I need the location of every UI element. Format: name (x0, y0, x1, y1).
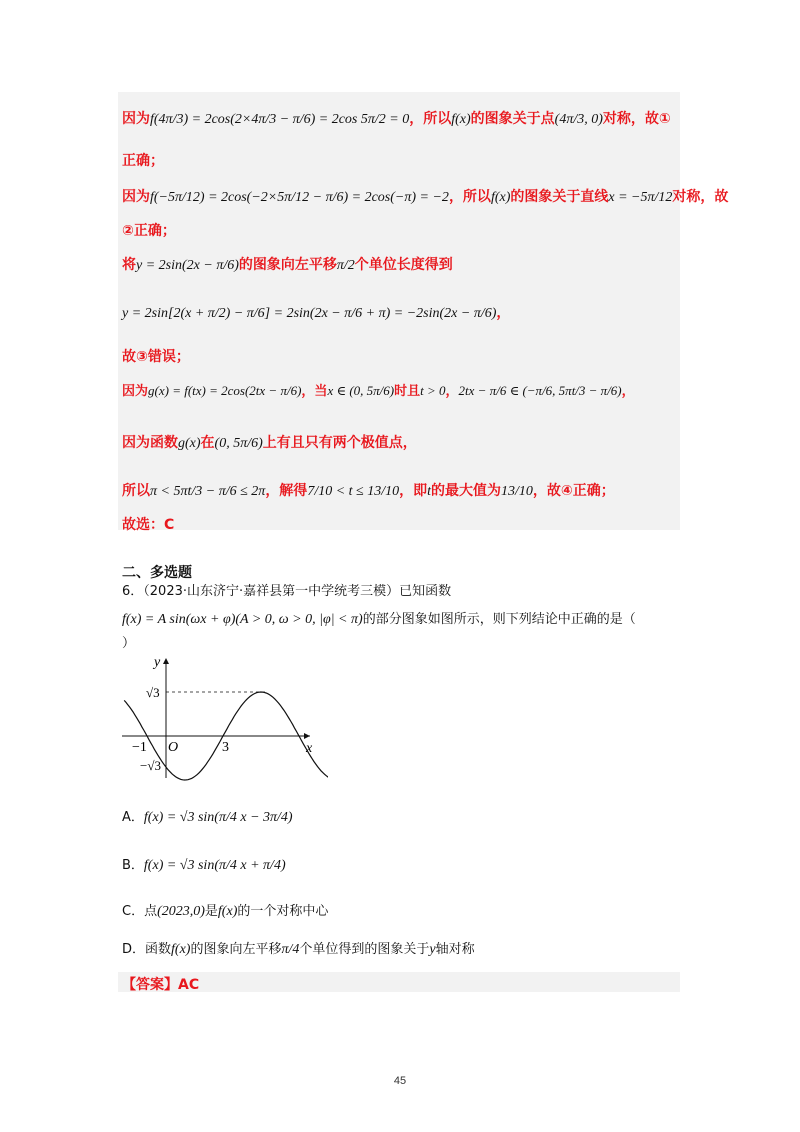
solution-line-11: 故选：C (122, 517, 175, 533)
math-expression: f(x) = A sin(ωx + φ)(A > 0, ω > 0, |φ| < π) (122, 612, 363, 627)
x-axis-arrow (304, 733, 310, 739)
option-b (122, 854, 286, 874)
text: 因为函数 (122, 435, 178, 451)
question-stem: 6．（2023·山东济宁·嘉祥县第一中学统考三模）已知函数 (122, 584, 452, 599)
text: 个单位长度得到 (354, 257, 453, 273)
text: 是 (204, 904, 218, 919)
option-label: A． (122, 810, 144, 825)
solution-line-4: ②正确； (122, 223, 176, 239)
text: 将 (122, 257, 136, 273)
math-expression: f(−5π/12) = 2cos(−2×5π/12 − π/6) = 2cos(−π) = −2 (150, 190, 449, 205)
math-expression: y = 2sin(2x − π/6) (136, 258, 239, 273)
math-expression: π < 5πt/3 − π/6 ≤ 2π (150, 484, 266, 499)
math-expression: π/2 (336, 258, 355, 273)
text: 的图象关于直线 (510, 189, 609, 205)
text: ，故④正确； (532, 483, 615, 499)
answer-text: 【答案】AC (122, 977, 200, 993)
option-label: C．点 (122, 904, 158, 919)
text: 上有且只有两个极值点， (262, 435, 417, 451)
x-axis-label: x (306, 741, 313, 756)
text: ，所以 (409, 111, 452, 127)
math-expression: (4π/3, 0) (554, 112, 603, 127)
text: ，所以 (448, 189, 491, 205)
text: ，当 (301, 384, 328, 399)
text: 的图象关于点 (470, 111, 555, 127)
solution-line-5 (122, 254, 453, 274)
math-expression: t > 0 (420, 383, 446, 398)
math-expression: f(x) (490, 190, 511, 205)
text: 的一个对称中心 (237, 904, 329, 919)
text: 因为 (122, 111, 150, 127)
text: 的图象向左平移 (238, 257, 337, 273)
math-expression: x ∈ (0, 5π/6) (327, 383, 395, 398)
tick-label-sqrt3: √3 (146, 685, 160, 700)
math-expression: f(x) = √3 sin(π/4 x − 3π/4) (143, 810, 293, 825)
math-expression: 13/10 (501, 484, 533, 499)
math-expression: t (427, 484, 432, 499)
math-expression: f(4π/3) = 2cos(2×4π/3 − π/6) = 2cos 5π/2 = 0 (150, 112, 410, 127)
math-expression: (2023,0) (157, 904, 205, 919)
math-expression: f(x) = √3 sin(π/4 x + π/4) (143, 858, 286, 873)
solution-line-8 (122, 380, 635, 399)
solution-line-1 (122, 108, 671, 128)
option-label: D．函数 (122, 942, 172, 957)
text: 对称，故 (672, 189, 729, 205)
solution-line-3 (122, 186, 728, 206)
text: ，即 (399, 483, 428, 499)
text: 在 (200, 435, 215, 451)
text: 因为 (122, 384, 149, 399)
text: 对称，故① (602, 111, 671, 127)
math-expression: π/4 (281, 942, 300, 957)
math-expression: 2tx − π/6 ∈ (−π/6, 5πt/3 − π/6) (458, 383, 622, 398)
math-expression: y = 2sin[2(x + π/2) − π/6] = 2sin(2x − π/6 + π) = −2sin(2x − π/6) (122, 306, 497, 321)
text: 时且 (394, 384, 421, 399)
math-expression: f(x) (171, 942, 191, 957)
text: 的最大值为 (431, 483, 502, 499)
math-expression: g(x) (178, 436, 201, 451)
origin-label: O (168, 740, 179, 755)
solution-line-2: 正确； (122, 153, 164, 169)
text: ， (445, 384, 459, 399)
option-c (122, 900, 328, 920)
solution-line-10 (122, 480, 615, 500)
solution-line-7: 故③错误； (122, 349, 190, 365)
text: 因为 (122, 189, 150, 205)
tick-label-3: 3 (222, 740, 229, 755)
solution-line-6 (122, 302, 510, 322)
tick-label-neg-sqrt3: −√3 (140, 758, 161, 773)
text: 所以 (122, 483, 150, 499)
y-axis-label: y (154, 655, 161, 670)
text: 的图象向左平移 (190, 942, 282, 957)
text: ，解得 (265, 483, 308, 499)
option-d (122, 938, 475, 958)
option-label: B． (122, 858, 144, 873)
tick-label-neg1: −1 (132, 740, 147, 755)
text: 轴对称 (435, 942, 475, 957)
math-expression: x = −5π/12 (608, 190, 673, 205)
answer-bar (118, 972, 680, 992)
math-expression: g(x) = f(tx) = 2cos(2tx − π/6) (148, 383, 302, 398)
math-expression: f(x) (217, 904, 238, 919)
math-expression: f(x) (451, 112, 471, 127)
math-expression: 7/10 < t ≤ 13/10 (307, 484, 400, 499)
option-a (122, 806, 293, 826)
text: ， (621, 384, 635, 399)
math-expression: (0, 5π/6) (214, 436, 263, 451)
solution-line-9 (122, 432, 417, 452)
section-heading: 二、多选题 (122, 565, 192, 581)
text: 的部分图象如图所示，则下列结论中正确的是（ (362, 612, 636, 627)
question-line-3: ） (122, 636, 136, 651)
text: ， (496, 305, 511, 321)
page-number: 45 (393, 1075, 407, 1087)
function-graph (118, 652, 328, 782)
math-expression: y (429, 942, 436, 957)
text: 个单位得到的图象关于 (299, 942, 430, 957)
question-line-2 (122, 608, 636, 628)
y-axis-arrow (163, 658, 169, 664)
